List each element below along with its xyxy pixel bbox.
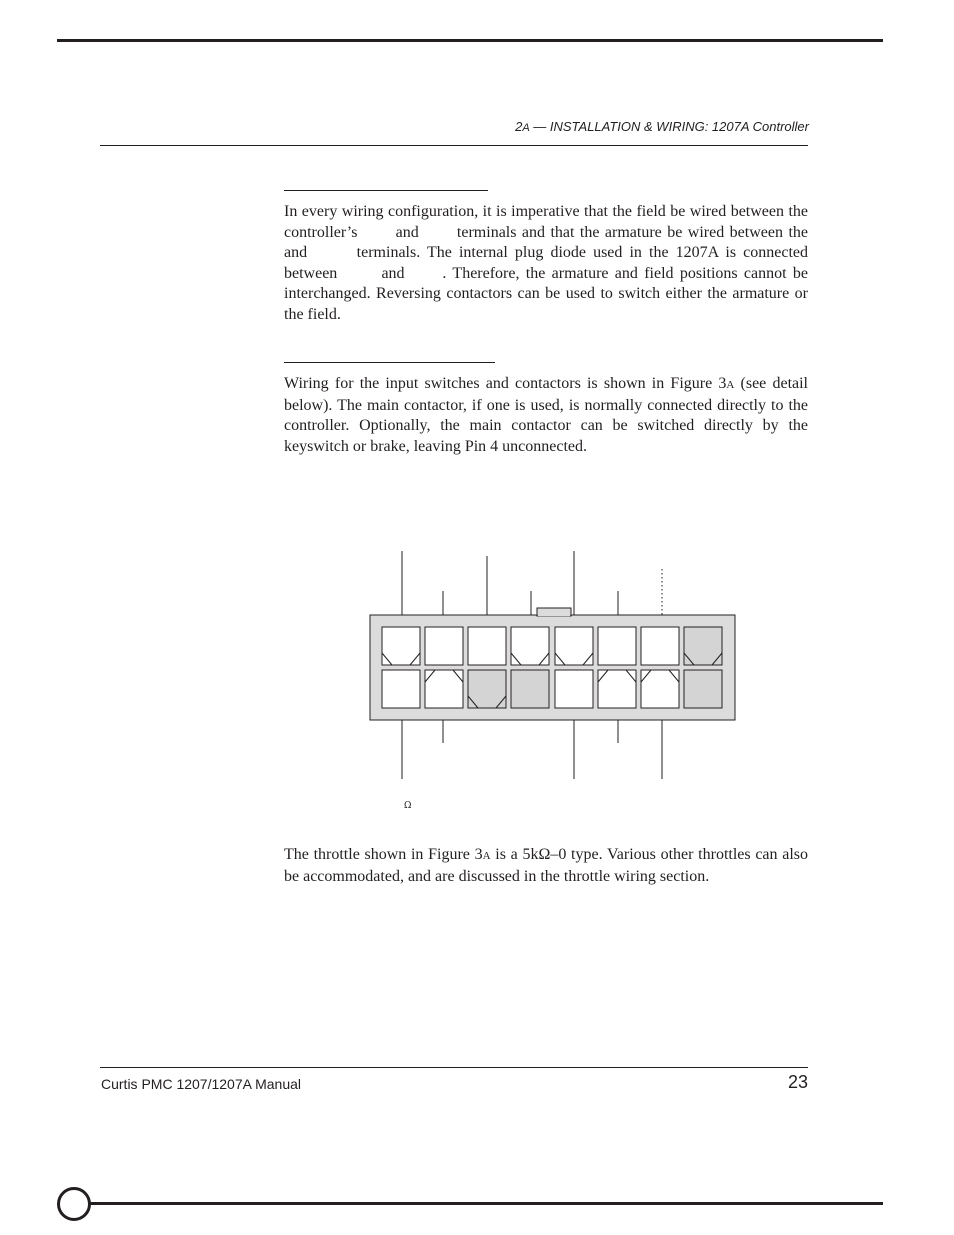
paragraph-line: interchanged. Reversing contactors can be used to switch either the armature or bbox=[284, 285, 808, 303]
pin-cavity bbox=[598, 627, 636, 665]
throttle-paragraph bbox=[284, 845, 808, 887]
wiring-config-paragraph bbox=[284, 202, 808, 326]
footer-rule bbox=[100, 1067, 808, 1068]
pin-cavity bbox=[468, 627, 506, 665]
page-number: 23 bbox=[787, 1072, 808, 1092]
figure-suffix: A bbox=[482, 850, 491, 862]
connector-pinout-diagram bbox=[360, 545, 740, 815]
pin-cavity bbox=[425, 627, 463, 665]
top-page-rule bbox=[57, 39, 883, 42]
paragraph-line: below). The main contactor, if one is used, is normally connected directly to the bbox=[284, 396, 808, 414]
paragraph-line: between and . Therefore, the armature and field positions cannot be bbox=[284, 264, 808, 282]
paragraph-line: In every wiring configuration, it is imperative that the field be wired between the bbox=[284, 203, 808, 220]
paragraph-line: keyswitch or brake, leaving Pin 4 unconnected. bbox=[284, 437, 588, 455]
line-text: (see detail bbox=[734, 375, 809, 392]
pin-cavity-empty bbox=[684, 670, 722, 708]
paragraph-line: the field. bbox=[284, 305, 341, 323]
line-text: is a 5kΩ–0 type. Various other throttles can also bbox=[490, 846, 808, 863]
input-switches-paragraph bbox=[284, 374, 808, 457]
running-header bbox=[515, 119, 809, 134]
footer-title: Curtis PMC 1207/1207A Manual bbox=[101, 1076, 301, 1092]
pin-cavity bbox=[641, 627, 679, 665]
paragraph-line: controller’s and terminals and that the armature be wired between the bbox=[284, 223, 808, 241]
paragraph-line bbox=[284, 845, 808, 867]
section-heading-rule bbox=[284, 362, 495, 363]
header-section-suffix: A bbox=[522, 122, 530, 134]
pin-cavity-empty bbox=[511, 670, 549, 708]
section-heading-rule bbox=[284, 190, 488, 191]
header-section-title: — INSTALLATION & WIRING: 1207A Controller bbox=[529, 119, 809, 134]
pin-cavity bbox=[382, 670, 420, 708]
line-text: Wiring for the input switches and contactors is shown in Figure 3 bbox=[284, 375, 727, 392]
figure-suffix: A bbox=[726, 379, 735, 391]
paragraph-line: and terminals. The internal plug diode used in the 1207A is connected bbox=[284, 244, 808, 262]
paragraph-line: be accommodated, and are discussed in the throttle wiring section. bbox=[284, 867, 710, 885]
paragraph-line bbox=[284, 374, 808, 396]
line-text: The throttle shown in Figure 3 bbox=[284, 846, 483, 863]
omega-label: Ω bbox=[404, 801, 412, 811]
header-section-number: 2 bbox=[515, 119, 523, 134]
binder-hole-circle bbox=[57, 1187, 91, 1221]
paragraph-line: controller. Optionally, the main contactor can be switched directly by the bbox=[284, 417, 808, 435]
connector-latch bbox=[537, 608, 571, 616]
pin-cavity bbox=[555, 670, 593, 708]
bottom-page-rule bbox=[88, 1202, 883, 1205]
header-rule bbox=[100, 145, 808, 146]
